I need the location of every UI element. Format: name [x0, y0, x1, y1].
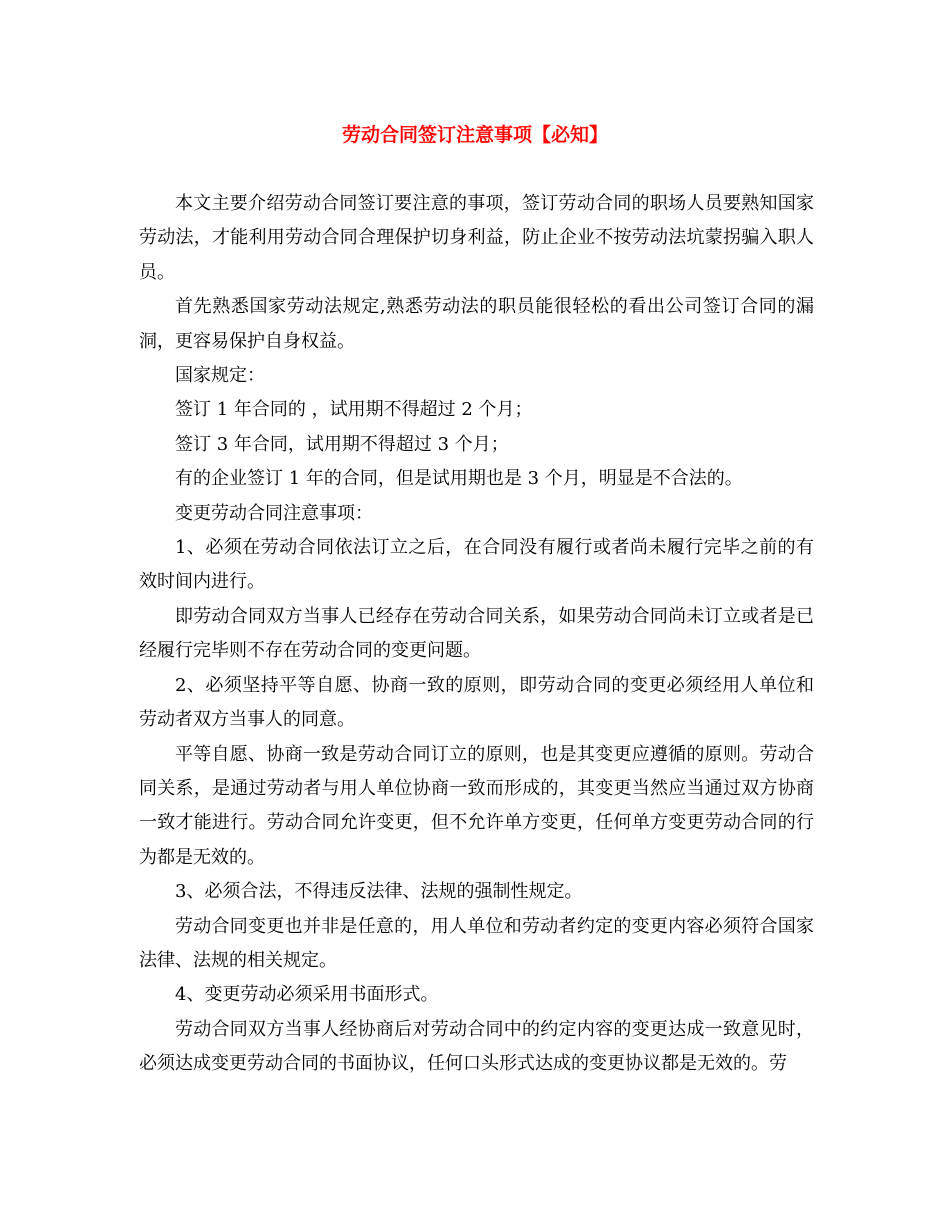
paragraph: 2、必须坚持平等自愿、协商一致的原则，即劳动合同的变更必须经用人单位和劳动者双方当事人的同意。 — [139, 674, 814, 731]
paragraph: 签订 3 年合同，试用期不得超过 3 个月； — [175, 433, 509, 455]
paragraph: 国家规定： — [175, 365, 265, 387]
paragraph: 3、必须合法，不得违反法律、法规的强制性规定。 — [175, 881, 583, 903]
paragraph: 变更劳动合同注意事项： — [175, 502, 373, 524]
paragraph: 首先熟悉国家劳动法规定,熟悉劳动法的职员能很轻松的看出公司签订合同的漏洞，更容易保护自身权益。 — [139, 296, 814, 352]
paragraph: 本文主要介绍劳动合同签订要注意的事项，签订劳动合同的职场人员要熟知国家劳动法，才能利用劳动合同合理保护切身利益，防止企业不按劳动法坑蒙拐骗入职人员。 — [139, 193, 814, 283]
paragraph: 1、必须在劳动合同依法订立之后，在合同没有履行或者尚未履行完毕之前的有效时间内进行。 — [139, 537, 814, 593]
document-body — [139, 187, 814, 1082]
paragraph: 4、变更劳动必须采用书面形式。 — [175, 984, 439, 1006]
paragraph: 有的企业签订 1 年的合同，但是试用期也是 3 个月，明显是不合法的。 — [175, 468, 743, 490]
document-title: 劳动合同签订注意事项【必知】 — [341, 124, 608, 146]
paragraph: 即劳动合同双方当事人已经存在劳动合同关系，如果劳动合同尚未订立或者是已经履行完毕则不存在劳动合同的变更问题。 — [139, 605, 814, 662]
paragraph: 劳动合同变更也并非是任意的，用人单位和劳动者约定的变更内容必须符合国家法律、法规的相关规定。 — [139, 915, 814, 971]
paragraph: 签订 1 年合同的 ，试用期不得超过 2 个月； — [175, 399, 533, 421]
paragraph: 平等自愿、协商一致是劳动合同订立的原则，也是其变更应遵循的原则。劳动合同关系，是通过劳动者与用人单位协商一致而形成的，其变更当然应当通过双方协商一致才能进行。劳动合同允许变更，但不允许单方变更，任何单方变更劳动合同的行为都是无效的。 — [139, 743, 814, 868]
paragraph: 劳动合同双方当事人经协商后对劳动合同中的约定内容的变更达成一致意见时，必须达成变更劳动合同的书面协议，任何口头形式达成的变更协议都是无效的。劳 — [139, 1018, 814, 1075]
